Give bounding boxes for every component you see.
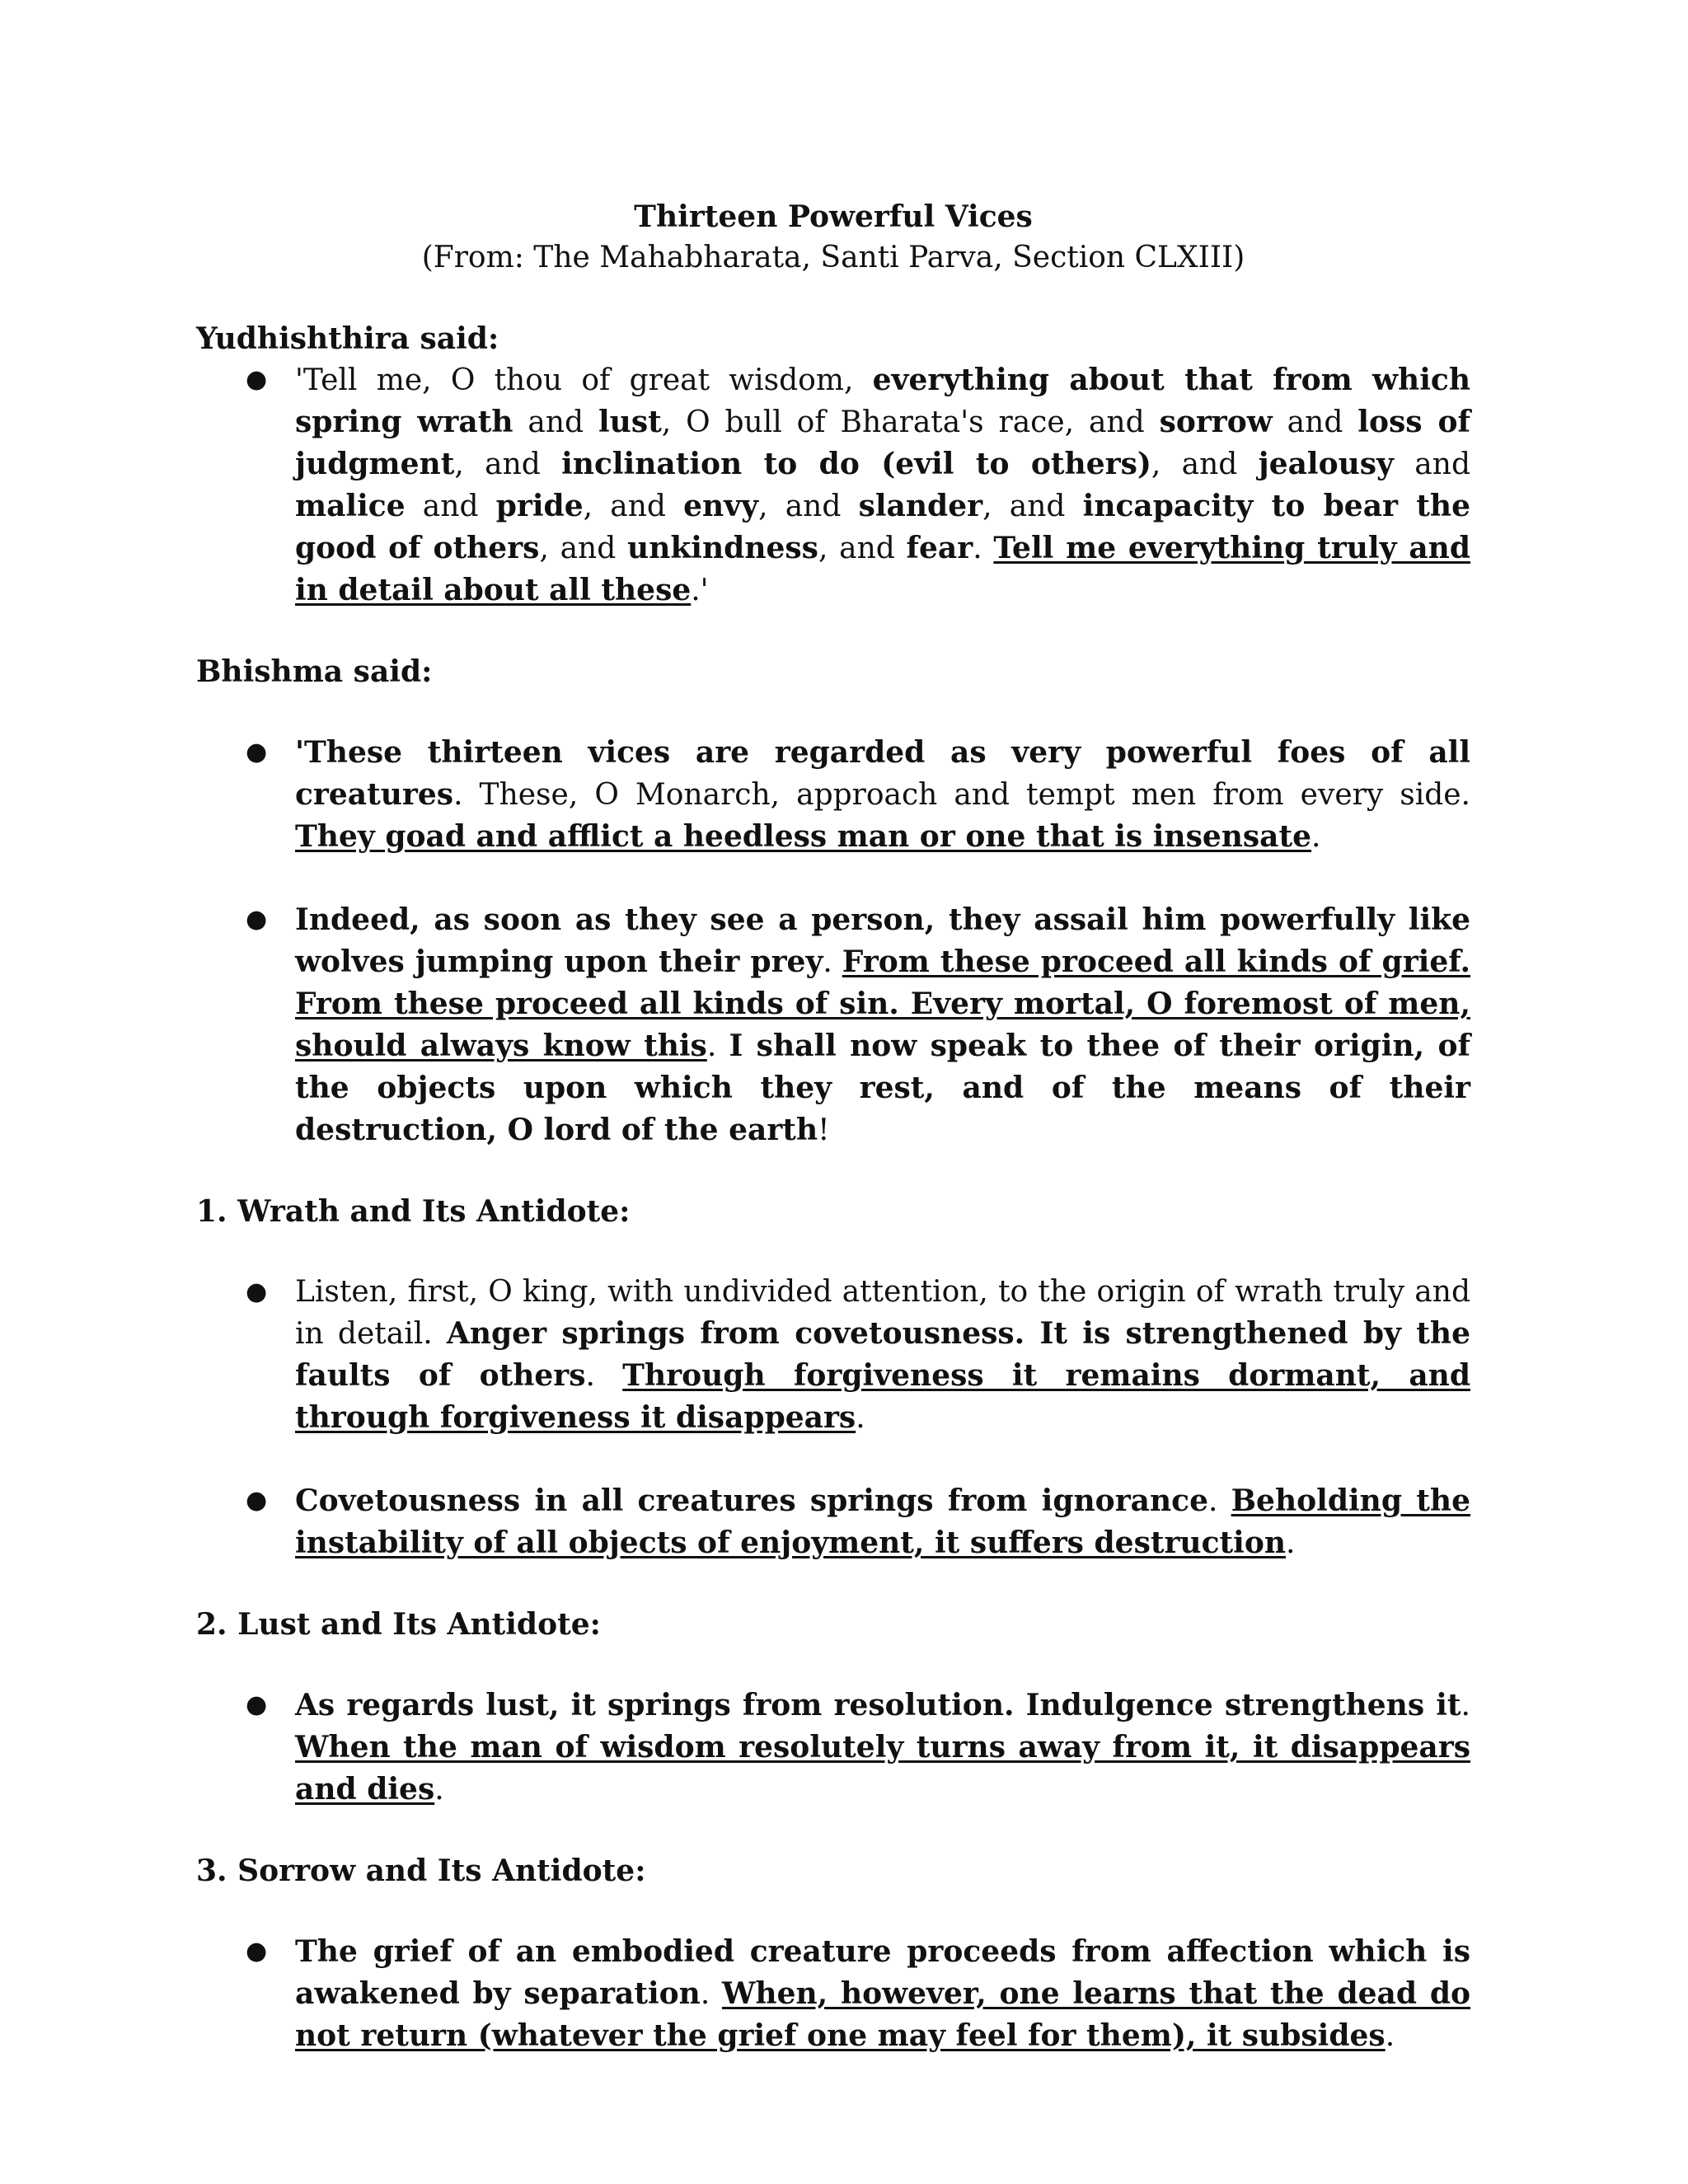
lust-list xyxy=(196,1685,1470,1811)
list-item: ● 'Tell me, O thou of great wisdom, everything about that from which spring wrath and lust, O bull of Bharata's race, and sorrow and loss of judgment, and inclination to do (evil to others), and jealousy and malice and pride, and envy, and slander, and incapacity to bear the good of others, and unkindness, and fear. Tell me everything truly and in detail about all these.' xyxy=(196,359,1470,612)
speaker-bhishma: Bhishma said: xyxy=(196,654,433,689)
speaker-yudhishthira: Yudhishthira said: xyxy=(196,321,499,356)
list-item: ● 'These thirteen vices are regarded as very powerful foes of all creatures. These, O Monarch, approach and tempt men from every side. They goad and afflict a heedless man or one that is insensate. xyxy=(196,732,1470,858)
document-title: Thirteen Powerful Vices xyxy=(634,199,1033,234)
section-heading-lust: 2. Lust and Its Antidote: xyxy=(196,1607,601,1642)
yudhishthira-list xyxy=(196,359,1470,612)
bullet-icon: ● xyxy=(246,1277,268,1306)
section-heading-sorrow: 3. Sorrow and Its Antidote: xyxy=(196,1854,646,1888)
bullet-icon: ● xyxy=(246,1486,268,1515)
bullet-icon: ● xyxy=(246,1690,268,1719)
bullet-icon: ● xyxy=(246,365,268,394)
bullet-icon: ● xyxy=(246,738,268,766)
document-page xyxy=(196,196,1470,2057)
sorrow-list xyxy=(196,1931,1470,2057)
section-heading-wrath: 1. Wrath and Its Antidote: xyxy=(196,1194,631,1229)
list-spacer xyxy=(196,858,1470,899)
list-spacer xyxy=(196,1439,1470,1480)
document-subtitle: (From: The Mahabharata, Santi Parva, Section CLXIII) xyxy=(421,241,1245,274)
list-item: ● Indeed, as soon as they see a person, they assail him powerfully like wolves jumping upon their prey. From these proceed all kinds of grief. From these proceed all kinds of sin. Every mortal, O foremost of men, should always know this. I shall now speak to thee of their origin, of the objects upon which they rest, and of the means of their destruction, O lord of the earth! xyxy=(196,899,1470,1151)
bullet-icon: ● xyxy=(246,905,268,934)
list-item: ● As regards lust, it springs from resolution. Indulgence strengthens it. When the man of wisdom resolutely turns away from it, it disappears and dies. xyxy=(196,1685,1470,1811)
list-item: ● The grief of an embodied creature proceeds from affection which is awakened by separation. When, however, one learns that the dead do not return (whatever the grief one may feel for them), it subsides. xyxy=(196,1931,1470,2057)
list-item: ● Listen, first, O king, with undivided attention, to the origin of wrath truly and in detail. Anger springs from covetousness. It is strengthened by the faults of others. Through forgiveness it remains dormant, and through forgiveness it disappears. xyxy=(196,1272,1470,1439)
wrath-list xyxy=(196,1272,1470,1564)
bullet-icon: ● xyxy=(246,1937,268,1966)
list-item: ● Covetousness in all creatures springs from ignorance. Beholding the instability of all objects of enjoyment, it suffers destruction. xyxy=(196,1480,1470,1564)
bhishma-list xyxy=(196,732,1470,1151)
title-block xyxy=(196,196,1470,279)
